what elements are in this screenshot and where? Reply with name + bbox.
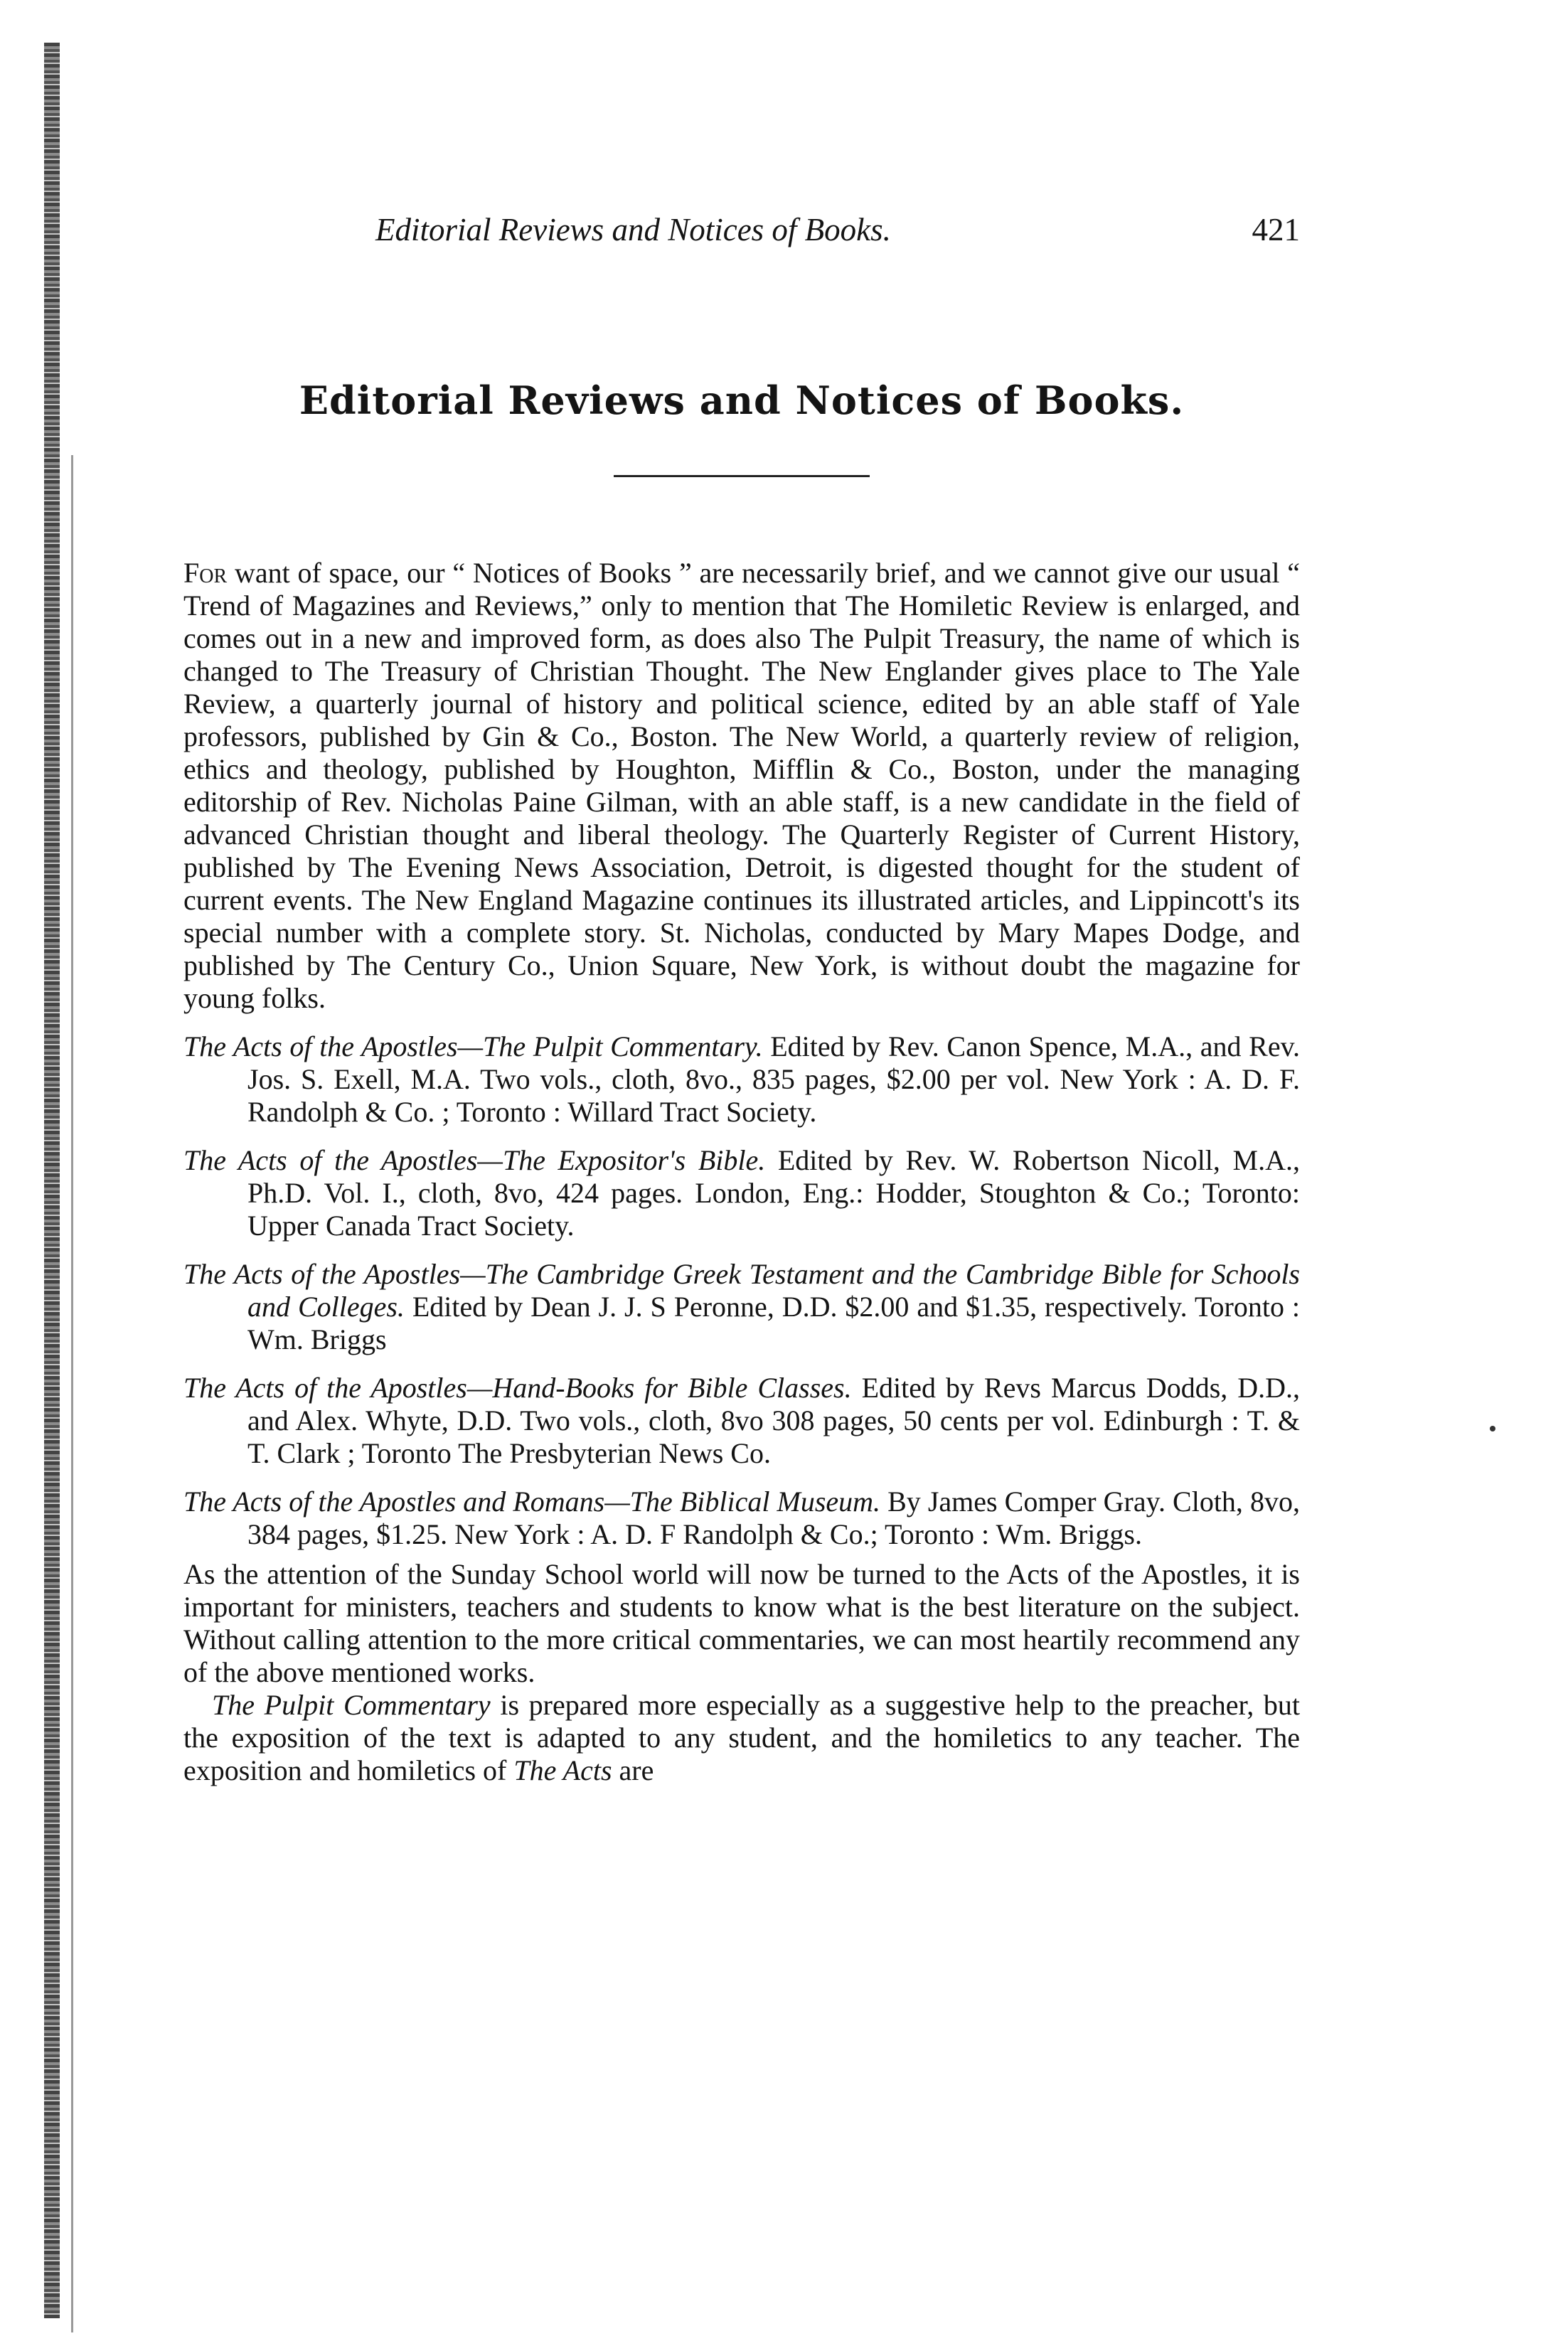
closing-paragraph-1: As the attention of the Sunday School world will now be turned to the Acts of the Apostles, it is important for ministers, teachers and students to know what is the best literature on the subject. Without calling attention to the more critical commentaries, we can most heartily recommend any of the above mentioned works.	[183, 1558, 1300, 1688]
running-head	[183, 213, 1300, 263]
entry-details: Edited by Rev. Canon Spence, M.A., and Rev. Jos. S. Exell, M.A. Two vols., cloth, 8vo., 835 pages, $2.00 per vol. New York : A. D. F. Randolph & Co. ; Toronto : Willard Tract Society.	[247, 1030, 1301, 1128]
entry-details: Edited by Rev. W. Robertson Nicoll, M.A., Ph.D. Vol. I., cloth, 8vo, 424 pages. London, Eng.: Hodder, Stoughton & Co.; Toronto: Upper Canada Tract Society.	[247, 1144, 1300, 1242]
book-spine-edge	[44, 43, 60, 2318]
page-number: 421	[1252, 212, 1300, 247]
entry-title: The Acts of the Apostles—The Expositor's Bible.	[183, 1144, 766, 1176]
running-head-title: Editorial Reviews and Notices of Books.	[375, 212, 891, 247]
title-rule	[614, 475, 870, 477]
section-title: Editorial Reviews and Notices of Books.	[299, 378, 1185, 423]
closing-end-italic: The Acts	[513, 1754, 612, 1786]
entry-details: Edited by Revs Marcus Dodds, D.D., and Alex. Whyte, D.D. Two vols., cloth, 8vo 308 pages, 50 cents per vol. Edinburgh : T. & T. Clark ; Toronto The Presbyterian News Co.	[247, 1372, 1300, 1469]
entry-details: Edited by Dean J. J. S Peronne, D.D. $2.00 and $1.35, respectively. Toronto : Wm. Briggs	[247, 1291, 1301, 1355]
intro-text: want of space, our “ Notices of Books ” are necessarily brief, and we cannot give our usual “ Trend of Magazines and Reviews,” only to mention that The Homiletic Review is enlarged, and comes out in a new and improved form, as does also The Pulpit Treasury, the name of which is changed to The Treasury of Christian Thought. The New Englander gives place to The Yale Review, a quarterly journal of history and political science, edited by an able staff of Yale professors, published by Gin & Co., Boston. The New World, a quarterly review of religion, ethics and theology, published by Houghton, Mifflin & Co., Boston, under the managing editorship of Rev. Nicholas Paine Gilman, with an able staff, is a new candidate in the field of advanced Christian thought and liberal theology. The Quarterly Register of Current History, published by The Evening News Association, Detroit, is digested thought for the student of current events. The New England Magazine continues its illustrated articles, and Lippincott's its special number with a complete story. St. Nicholas, conducted by Mary Mapes Dodge, and published by The Century Co., Union Square, New York, is without doubt the magazine for young folks.	[183, 557, 1301, 1014]
book-entry-4	[183, 1372, 1300, 1470]
entry-details: By James Comper Gray. Cloth, 8vo, 384 pages, $1.25. New York : A. D. F Randolph & Co.; Toronto : Wm. Briggs.	[247, 1486, 1300, 1550]
entry-title: The Acts of the Apostles and Romans—The Biblical Museum.	[183, 1486, 881, 1518]
entry-title: The Acts of the Apostles—Hand-Books for Bible Classes.	[183, 1372, 852, 1404]
entry-title: The Acts of the Apostles—The Pulpit Commentary.	[183, 1030, 763, 1062]
book-entry-3	[183, 1258, 1300, 1356]
closing-paragraph-2	[183, 1689, 1300, 1787]
book-entry-1	[183, 1030, 1300, 1129]
book-entry-2	[183, 1144, 1300, 1242]
intro-paragraph	[183, 557, 1300, 1015]
print-speck	[1490, 1426, 1495, 1431]
intro-lead: For	[183, 557, 228, 589]
closing-end: are	[619, 1754, 654, 1786]
book-gutter-line	[71, 455, 73, 2332]
entry-title: The Acts of the Apostles—The Cambridge Greek Testament and the Cambridge Bible for Schools and Colleges.	[183, 1258, 1300, 1323]
book-page	[183, 213, 1300, 1787]
closing-italic-title: The Pulpit Commentary	[212, 1689, 491, 1721]
book-entry-5	[183, 1486, 1300, 1551]
closing-text: is prepared more especially as a suggestive help to the preacher, but the exposition of the text is adapted to any student, and the homiletics to any teacher. The exposition and homiletics of	[183, 1689, 1301, 1786]
